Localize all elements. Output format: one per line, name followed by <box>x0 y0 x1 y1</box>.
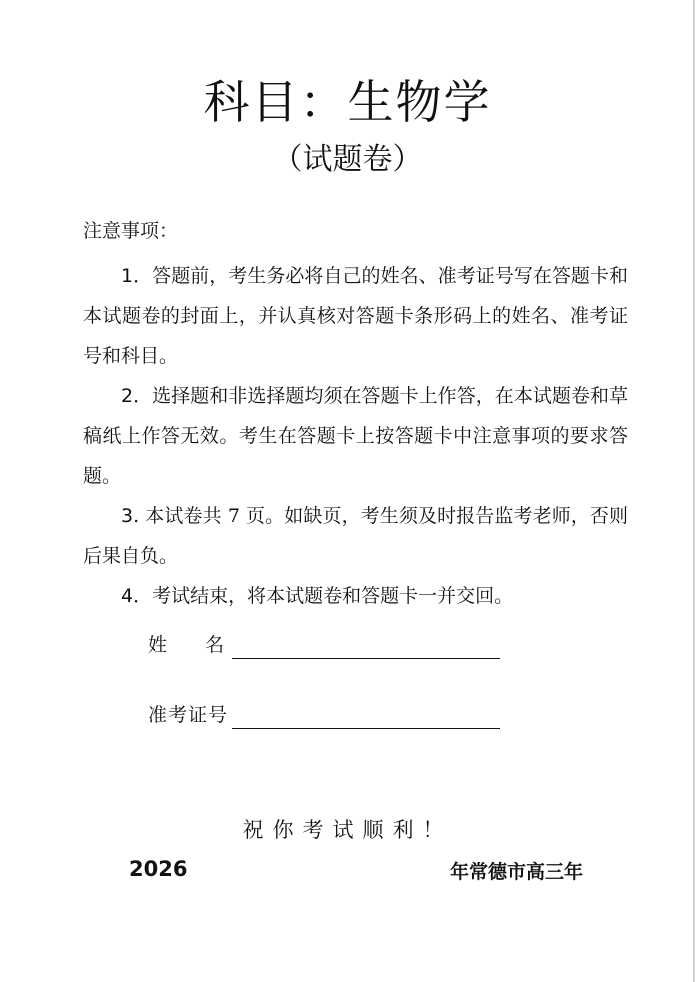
exam-year: 2026 <box>129 857 188 881</box>
good-luck-message: 祝你考试顺利！ <box>242 818 453 842</box>
notice-item-3 <box>83 496 628 576</box>
notice-item-number: 3 <box>121 505 134 527</box>
notice-item-text: . 本试卷共 7 页。如缺页，考生须及时报告监考老师，否则后果自负。 <box>83 505 628 567</box>
notice-list <box>83 256 628 616</box>
notice-item-number: 1 <box>121 265 134 287</box>
exam-id-field-blank[interactable] <box>232 706 500 729</box>
exam-organizer: 年常德市高三年 <box>450 861 584 883</box>
name-field-label: 姓 名 <box>148 634 225 656</box>
notice-item-1 <box>83 256 628 376</box>
exam-id-field-row <box>148 701 500 729</box>
notice-item-number: 2 <box>121 385 134 407</box>
exam-id-field-label: 准考证号 <box>148 704 229 726</box>
exam-subject-title: 科目：生物学 <box>203 75 492 129</box>
notice-item-4 <box>83 576 628 616</box>
name-field-row <box>148 631 500 659</box>
notice-item-2 <box>83 376 628 496</box>
notice-item-number: 4 <box>121 585 134 607</box>
name-field-blank[interactable] <box>232 636 500 659</box>
notice-item-text: ．答题前，考生务必将自己的姓名、准考证号写在答题卡和本试题卷的封面上，并认真核对答题卡条形码上的姓名、准考证号和科目。 <box>83 265 628 367</box>
notice-item-text: ．选择题和非选择题均须在答题卡上作答，在本试题卷和草稿纸上作答无效。考生在答题卡上按答题卡中注意事项的要求答题。 <box>83 385 628 487</box>
notice-item-text: ．考试结束，将本试题卷和答题卡一并交回。 <box>133 585 514 607</box>
exam-booklet-subtitle: （试题卷） <box>272 142 423 177</box>
notice-heading: 注意事项： <box>83 220 179 242</box>
